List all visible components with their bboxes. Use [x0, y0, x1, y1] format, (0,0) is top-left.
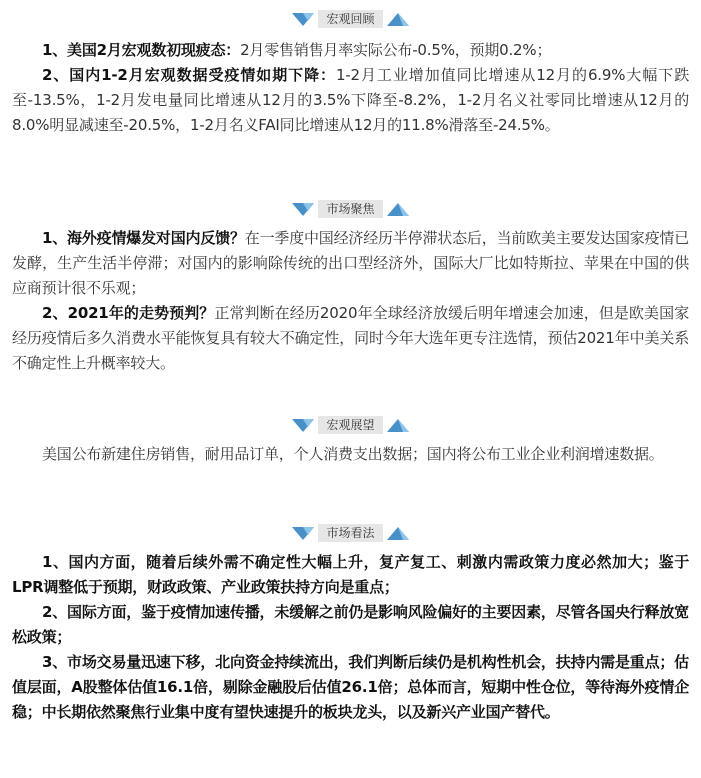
section-macro-review	[0, 8, 701, 138]
paragraph: 1、国内方面，随着后续外需不确定性大幅上升，复产复工、刺激内需政策力度必然加大；鉴于LPR调整低于预期，财政政策、产业政策扶持方向是重点；	[12, 553, 689, 596]
paragraph: 2、2021年的走势预判？正常判断在经历2020年全球经济放缓后明年增速会加速，但是欧美国家经历疫情后多久消费水平能恢复具有较大不确定性，同时今年大选年更专注选情，预估2021年中美关系不确定性上升概率较大。	[12, 304, 690, 372]
section-header-label: 市场聚焦	[318, 200, 382, 218]
triangle-left-icon	[290, 416, 318, 434]
paragraph: 美国公布新建住房销售，耐用品订单，个人消费支出数据；国内将公布工业企业利润增速数据。	[42, 445, 664, 463]
section-header	[0, 198, 701, 220]
section-header	[0, 414, 701, 436]
paragraph: 1、美国2月宏观数初现疲态：2月零售销售月率实际公布-0.5%，预期0.2%；	[42, 41, 552, 59]
section-header-label: 市场看法	[318, 524, 382, 542]
triangle-right-icon	[383, 200, 411, 218]
section-header-label: 宏观回顾	[318, 10, 382, 28]
triangle-left-icon	[290, 524, 318, 542]
triangle-right-icon	[383, 10, 411, 28]
paragraph: 3、市场交易量迅速下移，北向资金持续流出，我们判断后续仍是机构性机会，扶持内需是重点；估值层面，A股整体估值16.1倍，剔除金融股后估值26.1倍；总体而言，短期中性仓位，等待海外疫情企稳；中长期依然聚焦行业集中度有望快速提升的板块龙头，以及新兴产业国产替代。	[12, 653, 689, 721]
paragraph: 2、国内1-2月宏观数据受疫情如期下降：1-2月工业增加值同比增速从12月的6.9%大幅下跌至-13.5%，1-2月发电量同比增速从12月的3.5%下降至-8.2%，1-2月名义社零同比增速从12月的8.0%明显减速至-20.5%，1-2月名义FAI同比增速从12月的11.8%滑落至-24.5%。	[12, 66, 689, 134]
triangle-left-icon	[290, 200, 318, 218]
triangle-right-icon	[383, 416, 411, 434]
section-macro-outlook	[0, 414, 701, 467]
section-header-label: 宏观展望	[318, 416, 382, 434]
paragraph: 2、国际方面，鉴于疫情加速传播，未缓解之前仍是影响风险偏好的主要因素，尽管各国央行释放宽松政策；	[12, 603, 689, 646]
section-header	[0, 8, 701, 30]
triangle-right-icon	[383, 524, 411, 542]
triangle-left-icon	[290, 10, 318, 28]
paragraph: 1、海外疫情爆发对国内反馈？在一季度中国经济经历半停滞状态后，当前欧美主要发达国家疫情已发酵，生产生活半停滞；对国内的影响除传统的出口型经济外，国际大厂比如特斯拉、苹果在中国的供应商预计很不乐观；	[12, 229, 690, 297]
section-market-view	[0, 522, 701, 725]
section-header	[0, 522, 701, 544]
section-market-focus	[0, 198, 701, 376]
